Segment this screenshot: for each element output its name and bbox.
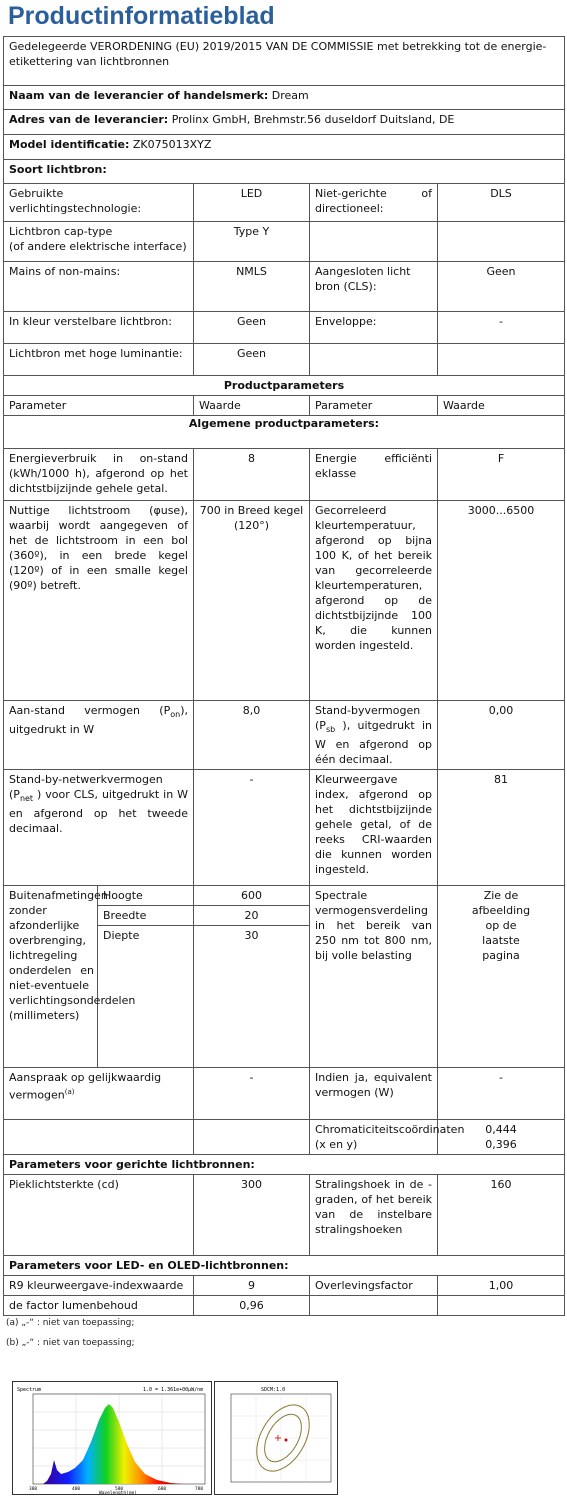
param-label: Energieverbruik in on-stand (kWh/1000 h), afgerond op het dichtstbijzijnde gehele getal. — [4, 449, 194, 501]
address-row — [4, 110, 565, 135]
empty-cell — [194, 1119, 310, 1154]
source-value: Geen — [194, 312, 310, 344]
param-value: Zie de afbeelding op de laatste pagina — [438, 886, 565, 1068]
product-params-header: Productparameters — [4, 376, 565, 396]
source-label — [310, 222, 438, 262]
product-info-table — [3, 36, 565, 1316]
cie-chart — [215, 1382, 337, 1494]
param-label: Overlevingsfactor — [310, 1275, 438, 1295]
tick-label: 580 — [115, 1487, 124, 1492]
param-label: Gecorreleerd kleurtemperatuur, afgerond op bijna 100 K, of het bereik van gecorreleerde kleurtemperaturen, afgerond op de dichtstbijzijnde 100 K, die kunnen worden ingesteld. — [310, 501, 438, 701]
param-label: Nuttige lichtstroom (φuse), waarbij wordt aangegeven of het de lichtstroom in een bol (360º), in een brede kegel (120º) of in een smalle kegel (90º) betreft. — [4, 501, 194, 701]
source-label: Mains of non-mains: — [4, 262, 194, 312]
param-subscript: net — [19, 794, 34, 804]
model-row — [4, 135, 565, 160]
source-label: In kleur verstelbare lichtbron: — [4, 312, 194, 344]
param-label: R9 kleurweergave-indexwaarde — [4, 1275, 194, 1295]
source-value: DLS — [438, 184, 565, 222]
source-value: NMLS — [194, 262, 310, 312]
param-text: Stand-byvermogen (P — [315, 704, 421, 732]
source-value — [438, 222, 565, 262]
dimension-key: Diepte — [98, 926, 194, 946]
source-value: Type Y — [194, 222, 310, 262]
source-value: - — [438, 312, 565, 344]
address-label: Adres van de leverancier: — [9, 113, 169, 126]
source-label: Enveloppe: — [310, 312, 438, 344]
spectrum-image — [12, 1381, 212, 1495]
tick-label: 780 — [195, 1487, 204, 1492]
param-value: 0,96 — [194, 1295, 310, 1315]
param-label: Kleurweergave index, afgerond op het dichtstbijzijnde gehele getal, of de reeks CRI-waarden die kunnen worden ingesteld. — [310, 770, 438, 886]
dimension-key: Hoogte — [98, 886, 194, 906]
general-params-header: Algemene productparameters: — [4, 416, 565, 449]
param-text: ), uitgedrukt in W — [9, 704, 188, 737]
source-value: Geen — [194, 344, 310, 376]
param-value: 700 in Breed kegel (120°) — [194, 501, 310, 701]
param-value: - — [194, 770, 310, 886]
param-label: Stralingshoek in de - graden, of het bereik van de instelbare stralingshoeken — [310, 1174, 438, 1255]
param-value: 160 — [438, 1174, 565, 1255]
param-text: Aan-stand vermogen (P — [9, 704, 171, 717]
param-text: ), uitgedrukt in W en afgerond op één decimaal. — [315, 719, 432, 767]
chroma-y: 0,396 — [485, 1137, 517, 1151]
supplier-value: Dream — [271, 89, 309, 102]
column-header: Waarde — [438, 396, 565, 416]
dimension-key: Breedte — [98, 906, 194, 926]
empty-cell — [438, 1295, 565, 1315]
param-value: 9 — [194, 1275, 310, 1295]
param-subscript: on — [170, 710, 181, 720]
source-type-header: Soort lichtbron: — [4, 160, 565, 184]
dimension-value: 600 — [194, 886, 310, 906]
spectrum-chart — [13, 1382, 211, 1494]
param-label — [4, 770, 194, 886]
param-value: 8,0 — [194, 701, 310, 770]
param-value: 300 — [194, 1174, 310, 1255]
empty-cell — [4, 1119, 194, 1154]
param-value: - — [194, 1067, 310, 1119]
param-value: 3000...6500 — [438, 501, 565, 701]
param-value: F — [438, 449, 565, 501]
tick-label: 480 — [72, 1487, 81, 1492]
supplier-row — [4, 86, 565, 110]
source-label: Aangesloten licht bron (CLS): — [310, 262, 438, 312]
chroma-x: 0,444 — [485, 1122, 517, 1136]
param-value: 1,00 — [438, 1275, 565, 1295]
column-header: Parameter — [4, 396, 194, 416]
supplier-label: Naam van de leverancier of handelsmerk: — [9, 89, 269, 102]
model-value: ZK075013XYZ — [132, 138, 212, 151]
directional-header: Parameters voor gerichte lichtbronnen: — [4, 1154, 565, 1174]
footnote-b: (b) „-“ : niet van toepassing; — [6, 1338, 135, 1348]
footnote-a: (a) „-“ : niet van toepassing; — [6, 1318, 135, 1328]
source-label: Lichtbron cap-type (of andere elektrische interface) — [4, 222, 194, 262]
source-value — [438, 344, 565, 376]
page-title: Productinformatieblad — [8, 2, 275, 30]
regulation-text: Gedelegeerde VERORDENING (EU) 2019/2015 VAN DE COMMISSIE met betrekking tot de energie-etikettering van lichtbronnen — [4, 37, 565, 86]
param-value: 8 — [194, 449, 310, 501]
measured-point — [285, 1439, 288, 1442]
column-header: Waarde — [194, 396, 310, 416]
empty-cell — [310, 1295, 438, 1315]
param-label: Indien ja, equivalent vermogen (W) — [310, 1067, 438, 1119]
dimensions-label: Buitenafmetingen zonder afzonderlijke overbrenging, lichtregeling onderdelen en niet-eventuele verlichtingsonderdelen (millimeters) — [4, 886, 98, 1068]
tick-label: 680 — [158, 1487, 167, 1492]
source-value: Geen — [438, 262, 565, 312]
param-label: de factor lumenbehoud — [4, 1295, 194, 1315]
param-value: - — [438, 1067, 565, 1119]
param-label: Energie efficiënti eklasse — [310, 449, 438, 501]
column-header: Parameter — [310, 396, 438, 416]
source-label: Gebruikte verlichtingstechnologie: — [4, 184, 194, 222]
param-label — [4, 1067, 194, 1119]
source-value: LED — [194, 184, 310, 222]
source-label: Niet-gerichte of directioneel: — [310, 184, 438, 222]
param-value: 81 — [438, 770, 565, 886]
param-text: Stand-by-netwerkvermogen (P — [9, 773, 163, 802]
dimension-value: 20 — [194, 906, 310, 926]
spectrum-info: 1.0 = 1.361e+00µW/nm — [143, 1387, 204, 1393]
param-label: Pieklichtsterkte (cd) — [4, 1174, 194, 1255]
model-label: Model identificatie: — [9, 138, 130, 151]
param-label — [4, 701, 194, 770]
param-label: Chromaticiteitscoördinaten (x en y) — [310, 1119, 438, 1154]
tick-label: 380 — [29, 1487, 38, 1492]
address-value: Prolinx GmbH, Brehmstr.56 duseldorf Duitsland, DE — [171, 113, 455, 126]
led-header: Parameters voor LED- en OLED-lichtbronnen: — [4, 1255, 565, 1275]
param-subscript: sb — [325, 725, 336, 735]
param-label: Spectrale vermogensverdeling in het bereik van 250 nm tot 800 nm, bij volle belasting — [310, 886, 438, 1068]
param-value: 0,00 — [438, 701, 565, 770]
source-label: Lichtbron met hoge luminantie: — [4, 344, 194, 376]
cie-ellipse-image — [214, 1381, 338, 1495]
cie-title: SDCM:1.0 — [261, 1387, 286, 1393]
dimension-filler — [194, 945, 310, 1067]
dimension-value: 30 — [194, 926, 310, 946]
footnote-ref: (a) — [64, 1087, 75, 1096]
param-text: ) voor CLS, uitgedrukt in W en afgerond op het tweede decimaal. — [9, 788, 188, 836]
spectrum-title: Spectrum — [17, 1387, 42, 1393]
param-text: Aanspraak op gelijkwaardig vermogen — [9, 1070, 162, 1102]
source-label — [310, 344, 438, 376]
param-label — [310, 701, 438, 770]
spectrum-xlabel: Wavelength(nm) — [99, 1491, 137, 1494]
